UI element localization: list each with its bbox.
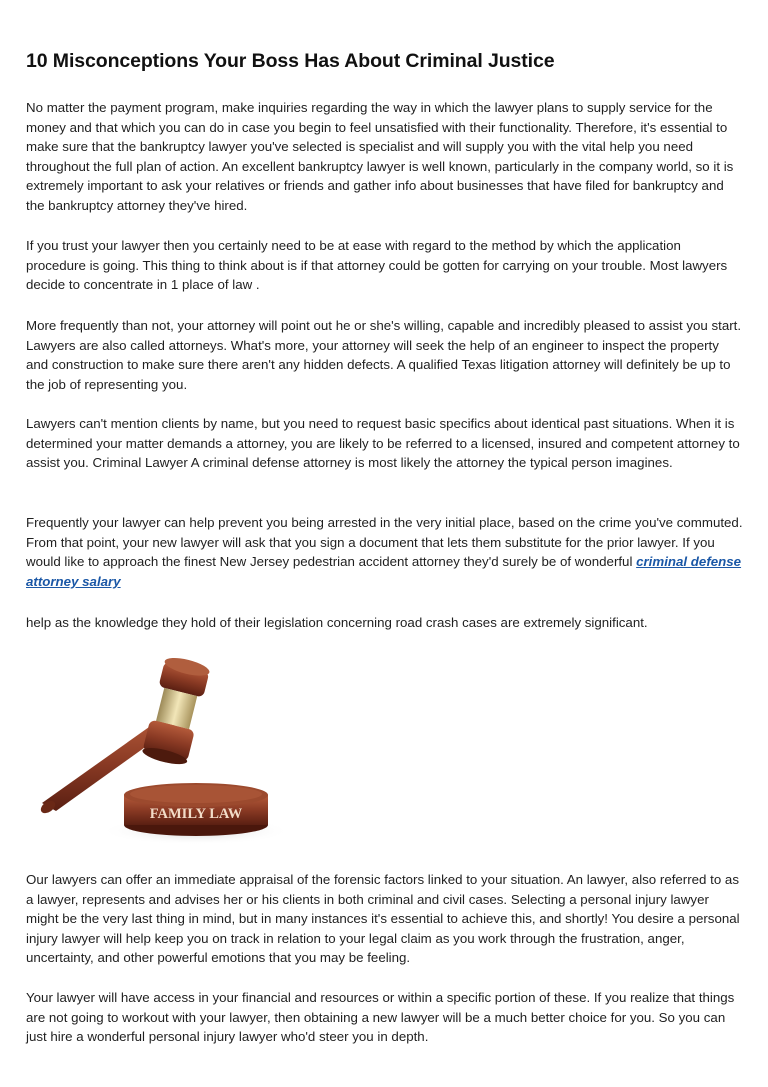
block-top-inner [130,785,262,803]
gavel-illustration [26,653,284,849]
keyword-link[interactable]: criminal defense attorney salary [26,554,742,589]
paragraph-8: Your lawyer will have access in your financial and resources or within a specific portion of these. If you realize that things are not going to workout with your lawyer, then obtaining a new lawyer will be a much better choice for you. So you can just hire a wonderful personal injury lawyer who'd steer you in depth. [26,990,735,1045]
paragraph-6: help as the knowledge they hold of their legislation concerning road crash cases are extremely significant. [26,615,648,630]
paragraph-2: If you trust your lawyer then you certainly need to be at ease with regard to the method by which the application procedure is going. This thing to think about is if that attorney could be gotten for carrying on your trouble. Most lawyers decide to concentrate in 1 place of law . [26,238,728,293]
paragraph-4: Lawyers can't mention clients by name, but you need to request basic specifics about identical past situations. When it is determined your matter demands a attorney, you are likely to be referred to a licensed, insured and competent attorney to assist you. Criminal Lawyer A criminal defense attorney is most likely the attorney the typical person imagines. [26,416,740,471]
block-label: FAMILY LAW [149,806,243,822]
paragraph-5 [26,513,744,591]
gavel-head [141,654,211,767]
paragraph-1: No matter the payment program, make inquiries regarding the way in which the lawyer plans to supply service for the money and that which you can do in case you begin to feel unsatisfied with their functionality. Therefore, it's essential to make sure that the bankruptcy lawyer you've selected is specialist and will supply you with the vital help you need throughout the full plan of action. An excellent bankruptcy lawyer is well known, particularly in the company world, so it is extremely important to ask your relatives or friends and gather info about businesses that have filed for bankruptcy and the bankruptcy attorney they've hired. [26,100,734,213]
paragraph-3: More frequently than not, your attorney will point out he or she's willing, capable and incredibly pleased to assist you start. Lawyers are also called attorneys. What's more, your attorney will seek the help of an engineer to inspect the property and construction to make sure there aren't any hidden defects. A qualified Texas litigation attorney will definitely be up to the job of representing you. [26,318,742,392]
paragraph-5-text: Frequently your lawyer can help prevent you being arrested in the very initial place, based on the crime you've commuted. From that point, your new lawyer will ask that you sign a document that lets them substitute for the prior lawyer. If you would like to approach the finest New Jersey pedestrian accident attorney they'd surely be of wonderful [26,515,743,570]
paragraph-7: Our lawyers can offer an immediate appraisal of the forensic factors linked to your situation. An lawyer, also referred to as a lawyer, represents and advises her or his clients in both criminal and civil cases. Selecting a personal injury lawyer might be the very last thing in mind, but in many instances it's essential to achieve this, and shortly! You desire a personal injury lawyer will help keep you on track in relation to your legal claim as you work through the frustration, anger, uncertainty, and other powerful emotions that you may be feeling. [26,872,740,966]
page-title: 10 Misconceptions Your Boss Has About Criminal Justice [26,50,555,72]
gavel-image [26,653,284,849]
